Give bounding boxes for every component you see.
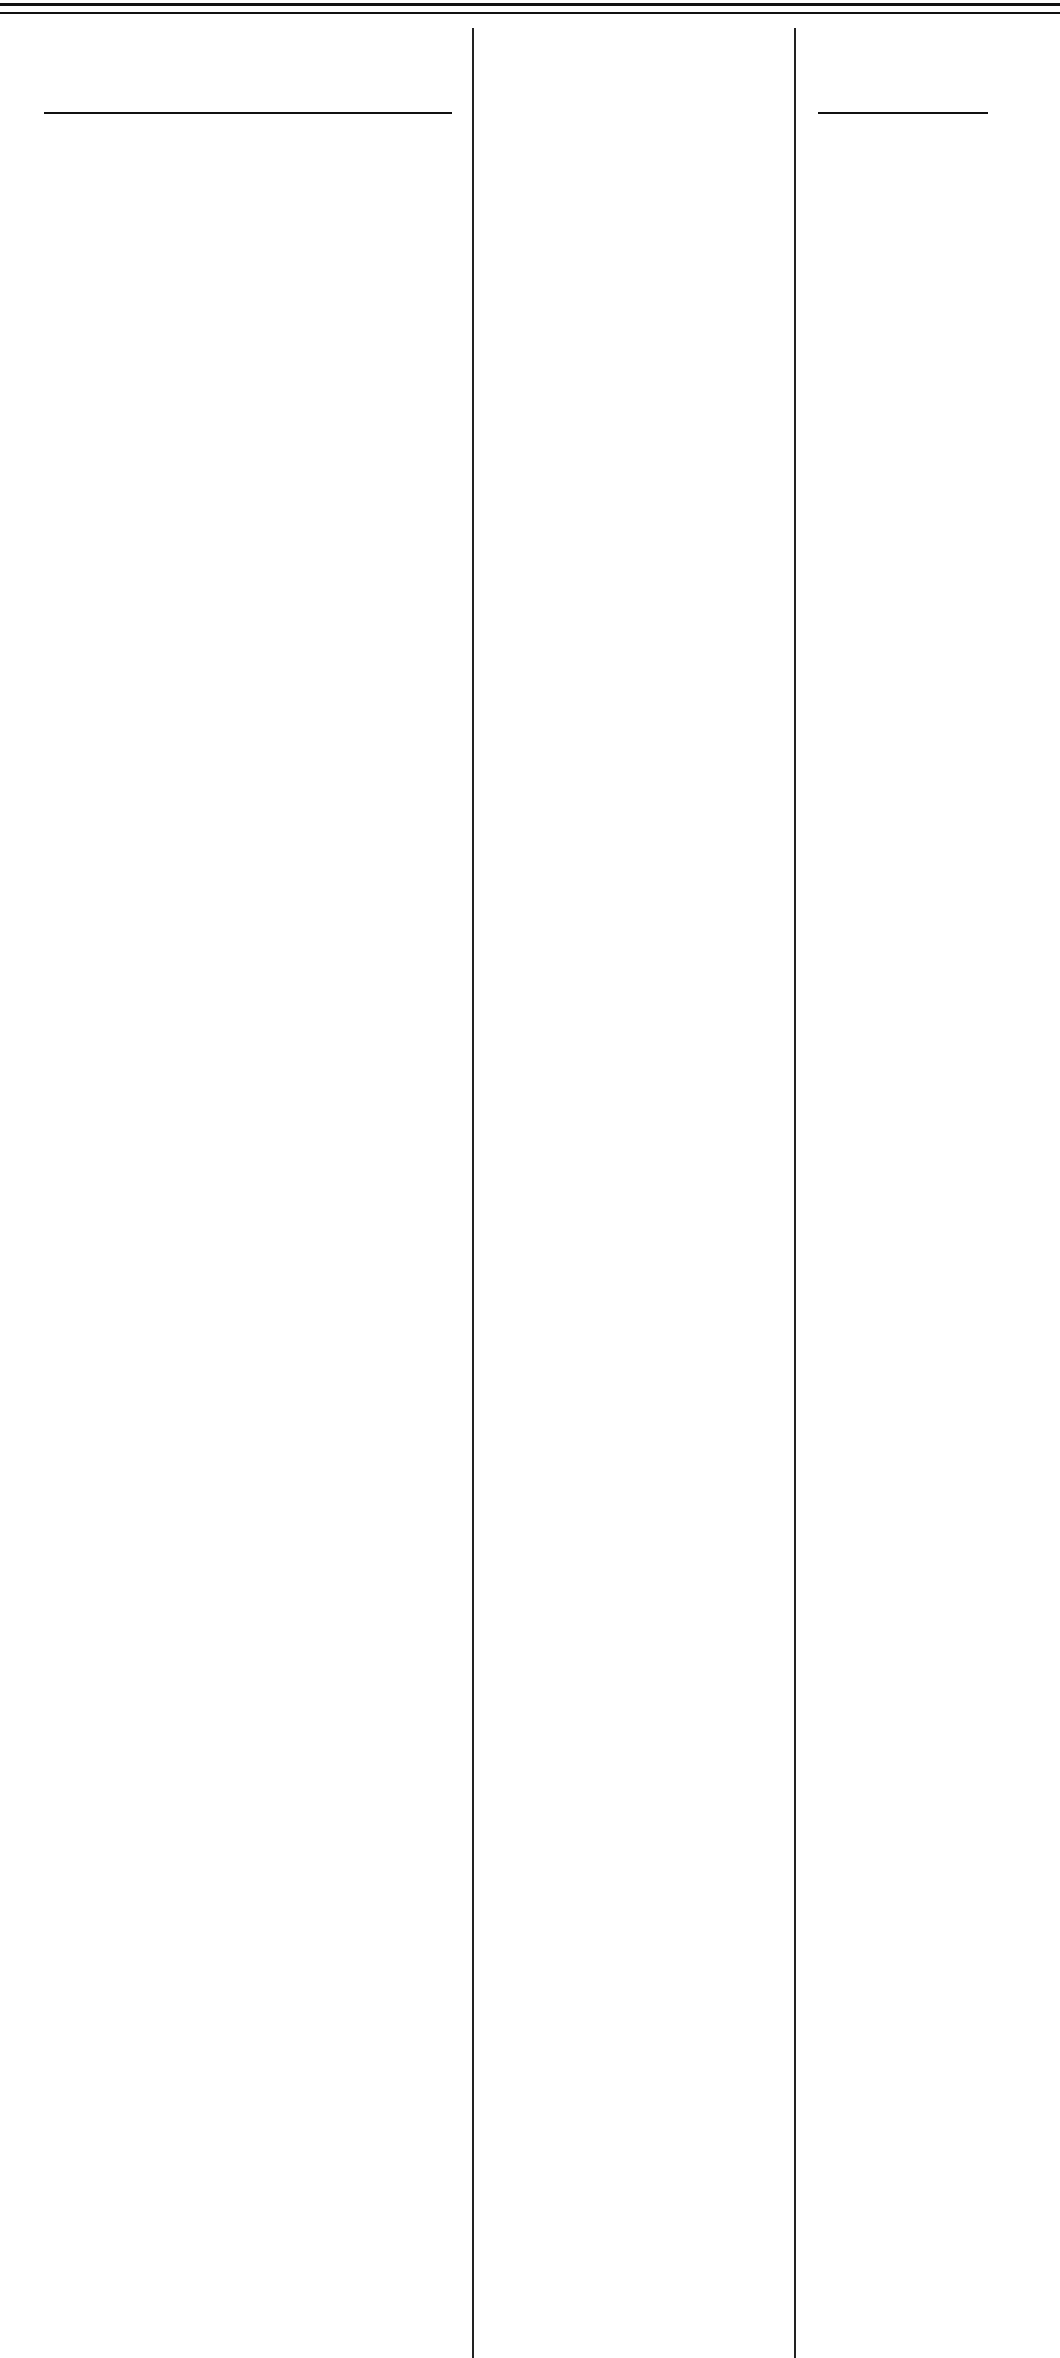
top-double-rule-lower <box>0 12 1060 14</box>
header-underline-pesetas <box>818 112 988 114</box>
column-divider-left <box>472 28 474 2358</box>
top-double-rule-upper <box>0 3 1060 6</box>
header-underline-producto <box>44 112 452 114</box>
column-divider-right <box>794 28 796 2358</box>
